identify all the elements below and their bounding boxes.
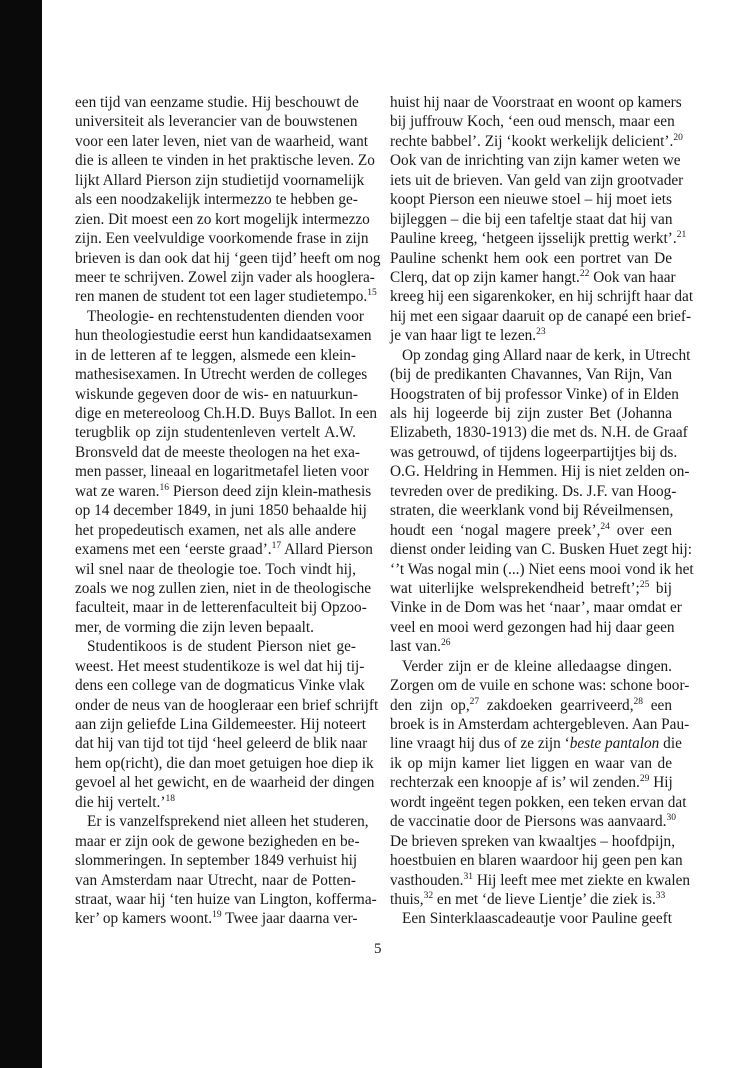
footnote-ref: 18 (165, 793, 175, 804)
text-line (390, 560, 694, 579)
text-segment: Allard Pierson (281, 541, 373, 559)
text-segment: een tijd van eenzame studie. Hij beschouwt de (75, 94, 359, 111)
text-segment: Elizabeth, 1830-1913) die met ds. N.H. de Graaf (390, 424, 688, 442)
text-line (75, 93, 359, 112)
text-line (390, 851, 683, 870)
text-segment: examens met een ‘eerste graad’. (75, 541, 272, 559)
text-line (390, 287, 694, 306)
italic-text: beste pantalon (569, 735, 660, 753)
text-line (75, 832, 360, 851)
text-segment: iets uit de brieven. Van geld van zijn grootvader (390, 171, 684, 189)
text-line (75, 190, 356, 209)
text-line (75, 618, 356, 637)
text-segment: faculteit, maar in de letterenfaculteit bij Opzoo- (75, 599, 367, 617)
text-segment: een (643, 696, 672, 714)
footnote-ref: 23 (536, 327, 546, 338)
text-line (75, 462, 369, 481)
text-line (390, 540, 693, 559)
text-line (390, 657, 672, 676)
text-segment: gevoel al het gewicht, en de waarheid der dingen (75, 774, 375, 792)
text-line (390, 404, 672, 423)
text-segment: voor een later leven, niet van de waarheid, want (75, 132, 369, 150)
text-line (390, 482, 677, 501)
text-line (75, 657, 365, 676)
text-line (390, 871, 691, 890)
text-line (75, 268, 375, 287)
text-line (390, 268, 676, 287)
footnote-ref: 21 (676, 230, 687, 241)
text-segment: straten, die weerklank vond bij Réveilmensen, (390, 502, 674, 520)
text-segment: ker’ op kamers woont. (75, 910, 213, 928)
text-line (390, 307, 692, 326)
text-segment: die is alleen te vinden in het praktische leven. Zo (75, 152, 375, 170)
text-segment: dienst onder leiding van C. Busken Huet zegt hij: (390, 541, 693, 559)
text-segment: mathesisexamen. In Utrecht werden de colleges (75, 366, 368, 384)
text-segment: over een (609, 521, 672, 539)
text-segment: brieven is dan ook dat hij ‘geen tijd’ heeft om nog (75, 249, 381, 267)
text-line (390, 501, 672, 520)
text-segment: lijkt Allard Pierson zijn studietijd voornamelijk (75, 171, 365, 189)
text-line (75, 871, 356, 890)
text-segment: die (659, 735, 682, 753)
text-segment: terugblik op zijn studentenleven vertelt A.W. (75, 424, 356, 442)
text-segment: in de letteren af te leggen, alsmede een klein- (75, 346, 356, 364)
text-segment: maar er zijn ook de gewone bezigheden en be- (75, 832, 360, 850)
text-segment: als een noodzakelijk intermezzo te hebben ge- (75, 191, 358, 209)
text-line (75, 482, 372, 501)
text-segment: Studentikoos is de student Pierson niet ge- (87, 638, 356, 656)
text-line (75, 598, 367, 617)
text-segment: veel en mooi werd gezongen had hij daar geen (390, 618, 675, 636)
scan-edge-black-bar (0, 0, 42, 1068)
text-segment: dige en metereoloog Ch.H.D. Buys Ballot. In een (75, 405, 378, 422)
text-segment: Pauline kreeg, ‘hetgeen ijsselijk prettig werkt’. (390, 230, 677, 248)
text-line (390, 365, 672, 384)
text-segment: als hij logeerde bij zijn zuster Bet (Johanna (390, 405, 672, 422)
text-segment: kreeg hij een sigarenkoker, en hij schrijft haar dat (390, 288, 694, 306)
text-segment: Clerq, dat op zijn kamer hangt. (390, 268, 580, 286)
text-segment: universiteit als leverancier van de bouwstenen (75, 113, 358, 131)
footnote-ref: 16 (159, 482, 170, 493)
text-segment: Twee jaar daarna ver- (221, 910, 358, 928)
text-line (75, 676, 365, 695)
text-line (75, 423, 356, 442)
text-segment: onder de neus van de hoogleraar een brief schrijft (75, 696, 379, 714)
text-line (75, 773, 375, 792)
text-segment: vasthouden. (390, 871, 464, 889)
text-segment: rechterzak een knoopje af is’ wil zenden. (390, 774, 640, 792)
text-line (390, 210, 672, 229)
text-line (75, 734, 368, 753)
text-segment: Bronsveld dat de meeste theologen na het exa- (75, 443, 361, 461)
text-segment: Pierson deed zijn klein-mathesis (169, 482, 372, 500)
text-line (390, 132, 683, 151)
text-segment: Hoogstraten of bij professor Vinke) of in Elden (390, 385, 679, 403)
text-segment: wiskunde gegeven door de wis- en natuurkun- (75, 385, 358, 403)
footnote-ref: 33 (655, 890, 666, 901)
text-segment: Op zondag ging Allard naar de kerk, in Utrecht (402, 346, 691, 364)
text-line (75, 151, 375, 170)
text-line (390, 443, 678, 462)
text-line (75, 890, 377, 909)
text-segment: houdt een ‘nogal magere preek’, (390, 521, 601, 539)
text-segment: wat ze waren. (75, 482, 160, 500)
text-line (75, 307, 364, 326)
footnote-ref: 29 (639, 774, 650, 785)
text-segment: (bij de predikanten Chavannes, Van Rijn, Van (390, 366, 672, 384)
text-line (75, 171, 365, 190)
text-segment: De brieven spreken van kwaaltjes – hoofdpijn, (390, 832, 676, 850)
text-line (390, 812, 677, 831)
footnote-ref: 26 (440, 638, 451, 649)
text-line (75, 326, 372, 345)
text-line (390, 890, 672, 909)
text-line (75, 637, 356, 656)
text-segment: slommeringen. In september 1849 verhuist hij (75, 852, 358, 870)
text-segment: zoals we nog zullen zien, niet in de theologische (75, 579, 372, 597)
text-line (390, 754, 672, 773)
text-line (390, 151, 681, 170)
text-line (390, 598, 682, 617)
text-segment: tevreden over de prediking. Ds. J.F. van Hoog- (390, 482, 677, 500)
text-segment: dat hij van tijd tot tijd ‘heel geleerd de blik naar (75, 735, 368, 753)
text-segment: men passer, lineaal en logaritmetafel lieten voor (75, 463, 369, 481)
text-line (390, 676, 690, 695)
text-segment: hun theologiestudie eerst hun kandidaatsexamen (75, 327, 372, 345)
text-line (390, 832, 676, 851)
text-segment: wat uiterlijke welsprekendheid betreft’; (390, 579, 640, 597)
page-number: 5 (374, 941, 382, 957)
text-segment: Theologie- en rechtenstudenten dienden voor (87, 307, 364, 325)
text-line (75, 501, 367, 520)
footnote-ref: 28 (633, 696, 644, 707)
text-line (75, 365, 368, 384)
text-segment: Hij (649, 774, 673, 792)
text-segment: zien. Dit moest een zo kort mogelijk intermezzo (75, 210, 370, 228)
text-segment: O.G. Heldring in Hemmen. Hij is niet zelden on- (390, 463, 690, 481)
text-line (390, 385, 679, 404)
text-line (390, 190, 672, 209)
text-segment: was getrouwd, of tijdens logeerpartijtjes bij ds. (390, 443, 678, 461)
text-segment: Zorgen om de vuile en schone was: schone boor- (390, 677, 690, 695)
text-segment: thuis, (390, 890, 424, 908)
text-line (75, 579, 372, 598)
text-segment: last van. (390, 638, 441, 656)
text-line (75, 560, 356, 579)
text-line (390, 326, 672, 345)
text-line (75, 404, 378, 423)
text-line (75, 540, 373, 559)
text-line (75, 909, 356, 928)
footnote-ref: 17 (271, 541, 282, 552)
text-segment: straat, waar hij ‘ten huize van Lington, kofferma- (75, 890, 377, 908)
text-line (390, 229, 687, 248)
text-segment: wil snel naar de theologie toe. Toch vindt hij, (75, 560, 356, 578)
text-segment: aan zijn geliefde Lina Gildemeester. Hij noteert (75, 716, 366, 733)
text-line (75, 385, 356, 404)
text-segment: het propedeutisch examen, net als alle andere (75, 521, 356, 539)
text-segment: en met ‘de lieve Lientje’ die ziek is. (433, 890, 656, 908)
text-segment: bijleggen – die bij een tafeltje staat dat hij van (390, 210, 673, 228)
text-line (390, 171, 684, 190)
footnote-ref: 19 (212, 910, 222, 921)
text-segment: op 14 december 1849, in juni 1850 behaalde hij (75, 502, 367, 520)
text-line (390, 521, 672, 540)
footnote-ref: 27 (469, 696, 480, 707)
text-line (390, 579, 672, 598)
footnote-ref: 22 (579, 268, 590, 279)
text-segment: ren manen de student tot een lager studietempo. (75, 288, 368, 306)
text-line (390, 734, 682, 753)
text-segment: Een Sinterklaascadeautje voor Pauline geeft (402, 910, 672, 928)
text-segment: den zijn op, (390, 696, 470, 714)
text-segment: wordt ingeënt tegen pokken, een teken ervan dat (390, 793, 687, 811)
text-line (75, 696, 379, 715)
text-line (75, 715, 366, 734)
text-column-right (390, 93, 694, 929)
text-segment: Er is vanzelfsprekend niet alleen het studeren, (87, 813, 369, 831)
text-segment: hij met een sigaar daaruit op de canapé een brief- (390, 307, 692, 325)
text-segment: broek is in Amsterdam achtergebleven. Aan Pau- (390, 716, 690, 733)
text-segment: weest. Het meest studentikoze is wel dat hij tij- (75, 657, 365, 675)
text-segment: die hij vertelt.’ (75, 793, 166, 811)
text-segment: van Amsterdam naar Utrecht, naar de Potten- (75, 871, 356, 889)
text-line (390, 249, 672, 268)
text-line (75, 112, 356, 131)
text-segment: bij (649, 579, 672, 597)
text-line (75, 754, 374, 773)
text-line (390, 909, 672, 928)
text-segment: mer, de vorming die zijn leven bepaalt. (75, 618, 314, 636)
text-line (390, 423, 688, 442)
text-line (75, 443, 361, 462)
text-line (75, 132, 369, 151)
text-line (390, 112, 675, 131)
text-segment: koopt Pierson een nieuwe stoel – hij moet iets (390, 191, 672, 209)
text-segment: bij juffrouw Koch, ‘een oud mensch, maar een (390, 113, 675, 131)
text-line (75, 812, 369, 831)
text-segment: hoestbuien en blaren waardoor hij geen pen kan (390, 852, 683, 870)
text-segment: hem op(richt), die dan moet getuigen hoe diep ik (75, 754, 374, 772)
text-segment: Ook van haar (589, 268, 676, 286)
text-line (75, 249, 381, 268)
text-segment: line vraagt hij dus of ze zijn ‘ (390, 735, 570, 753)
text-line (75, 210, 370, 229)
text-segment: Verder zijn er de kleine alledaagse dingen. (402, 657, 672, 675)
text-line (390, 773, 672, 792)
text-line (390, 637, 672, 656)
text-line (75, 793, 356, 812)
text-segment: dens een college van de dogmaticus Vinke vlak (75, 677, 365, 695)
text-column-left (75, 93, 381, 929)
text-segment: Vinke in de Dom was het ‘naar’, maar omdat er (390, 599, 682, 617)
text-line (390, 793, 687, 812)
text-segment: zijn. Een veelvuldige voorkomende frase in zijn (75, 230, 369, 248)
footnote-ref: 31 (463, 871, 473, 882)
footnote-ref: 32 (423, 890, 434, 901)
text-segment: de vaccinatie door de Piersons was aanvaard. (390, 813, 667, 831)
footnote-ref: 20 (673, 132, 683, 143)
text-segment: rechte babbel’. Zij ‘kookt werkelijk delicient’. (390, 132, 674, 150)
text-line (390, 618, 675, 637)
text-segment: zakdoeken gearriveerd, (479, 696, 634, 714)
text-segment: ik op mijn kamer liet liggen en waar van de (390, 754, 672, 772)
text-segment: ‘’t Was nogal min (...) Niet eens mooi vond ik het (390, 560, 694, 578)
text-line (390, 715, 690, 734)
text-segment: Ook van de inrichting van zijn kamer weten we (390, 152, 681, 170)
text-segment: je van haar ligt te lezen. (390, 327, 537, 345)
text-line (75, 521, 356, 540)
footnote-ref: 24 (600, 521, 610, 532)
footnote-ref: 25 (639, 579, 650, 590)
footnote-ref: 30 (666, 813, 677, 824)
text-segment: meer te schrijven. Zowel zijn vader als hooglera- (75, 268, 375, 286)
text-line (75, 346, 356, 365)
text-line (390, 696, 672, 715)
text-segment: Hij leeft mee met ziekte en kwalen (473, 871, 691, 889)
text-line (75, 287, 377, 306)
text-line (75, 851, 356, 870)
text-segment: huist hij naar de Voorstraat en woont op kamers (390, 94, 682, 111)
text-line (390, 462, 690, 481)
footnote-ref: 15 (367, 288, 377, 299)
text-line (75, 229, 369, 248)
text-line (390, 346, 691, 365)
text-segment: Pauline schenkt hem ook een portret van De (390, 249, 672, 267)
text-line (390, 93, 682, 112)
